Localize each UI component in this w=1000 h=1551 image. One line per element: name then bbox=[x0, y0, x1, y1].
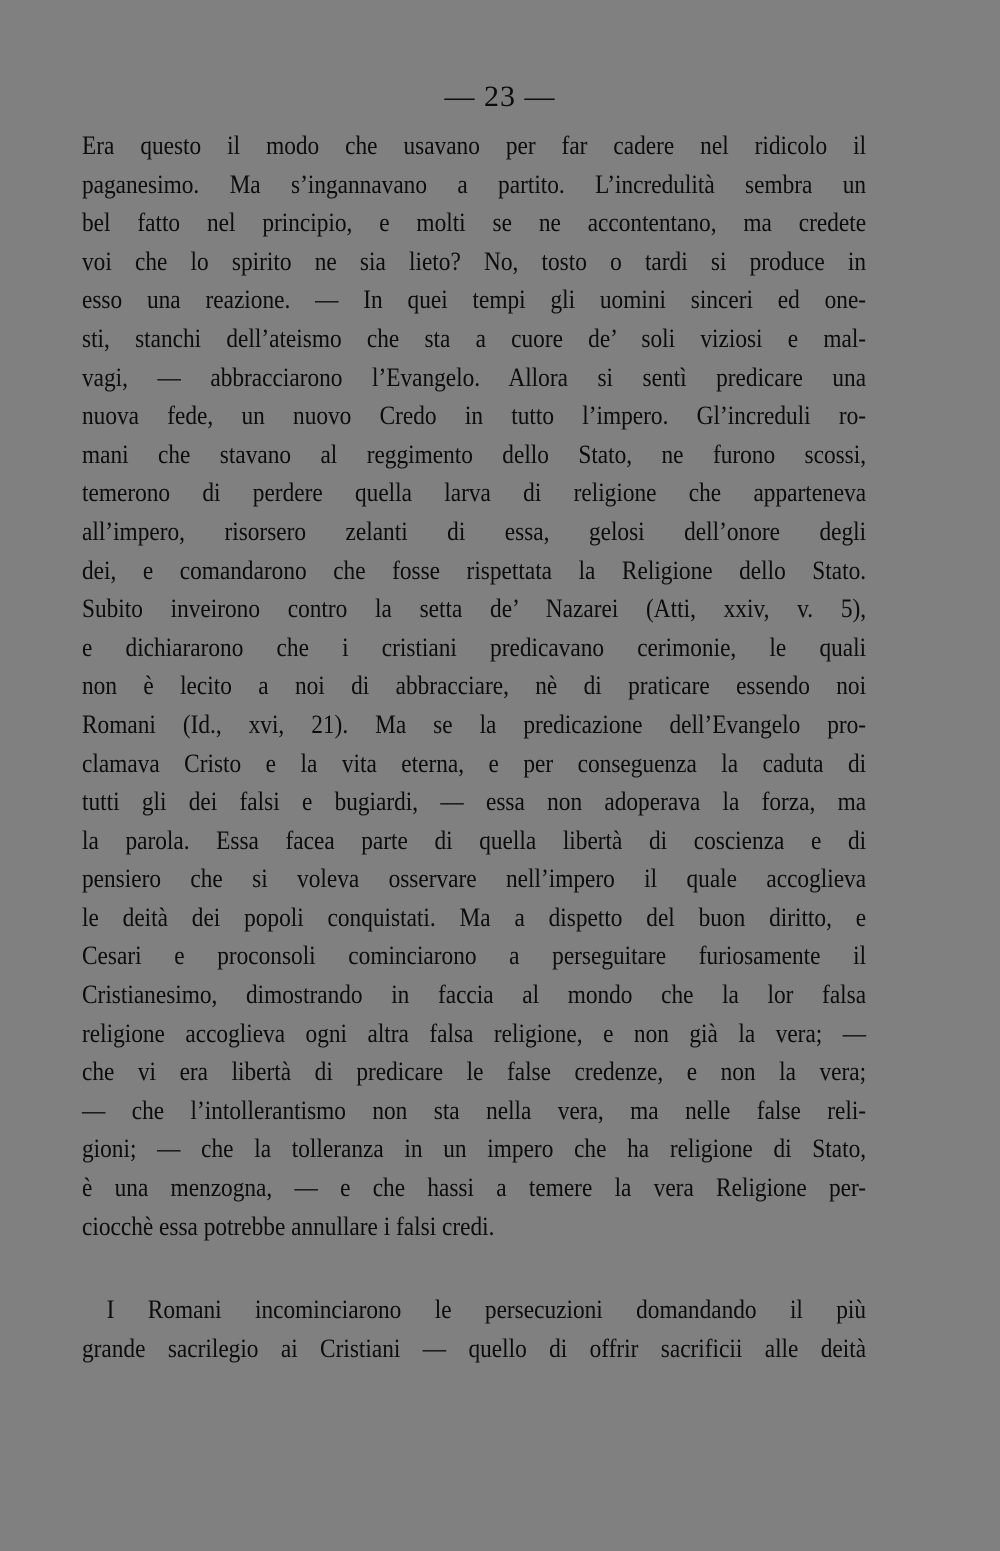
text-line: ciocchè essa potrebbe annullare i falsi credi. bbox=[82, 1210, 495, 1241]
text-line: clamava Cristo e la vita eterna, e per conseguenza la caduta di bbox=[82, 747, 867, 778]
text-line: voi che lo spirito ne sia lieto? No, tosto o tardi si produce in bbox=[82, 245, 867, 276]
text-line: non è lecito a noi di abbracciare, nè di praticare essendo noi bbox=[82, 670, 867, 701]
page-number: — 23 — bbox=[444, 80, 556, 113]
text-line: I Romani incominciarono le persecuzioni domandando il più bbox=[106, 1294, 867, 1324]
text-line: temerono di perdere quella larva di religione che apparteneva bbox=[82, 477, 867, 508]
text-line: vagi, — abbracciarono l’Evangelo. Allora si sentì predicare una bbox=[82, 361, 867, 392]
paragraph-1 bbox=[82, 126, 866, 1245]
text-line: bel fatto nel principio, e molti se ne accontentano, ma credete bbox=[82, 207, 867, 238]
text-line: tutti gli dei falsi e bugiardi, — essa non adoperava la forza, ma bbox=[82, 786, 867, 817]
text-line: pensiero che si voleva osservare nell’impero il quale accoglieva bbox=[82, 863, 867, 894]
text-line: Subito inveirono contro la setta de’ Nazarei (Atti, xxiv, v. 5), bbox=[82, 593, 867, 624]
text-line: Cesari e proconsoli cominciarono a perseguitare furiosamente il bbox=[82, 940, 867, 971]
text-line: dei, e comandarono che fosse rispettata la Religione dello Stato. bbox=[82, 554, 867, 585]
paragraph-2 bbox=[82, 1290, 866, 1367]
text-line: paganesimo. Ma s’ingannavano a partito. L’incredulità sembra un bbox=[82, 168, 867, 199]
text-line: nuova fede, un nuovo Credo in tutto l’impero. Gl’increduli ro- bbox=[82, 400, 867, 431]
text-line: Romani (Id., xvi, 21). Ma se la predicazione dell’Evangelo pro- bbox=[82, 708, 867, 739]
text-line: è una menzogna, — e che hassi a temere la vera Religione per- bbox=[82, 1172, 867, 1203]
text-line: Era questo il modo che usavano per far cadere nel ridicolo il bbox=[82, 130, 867, 160]
text-line: che vi era libertà di predicare le false credenze, e non la vera; bbox=[82, 1056, 867, 1087]
text-line: grande sacrilegio ai Cristiani — quello di offrir sacrificii alle deità bbox=[82, 1332, 867, 1363]
text-line: e dichiararono che i cristiani predicavano cerimonie, le quali bbox=[82, 631, 867, 662]
text-line: esso una reazione. — In quei tempi gli uomini sinceri ed one- bbox=[82, 284, 867, 315]
text-line: gioni; — che la tolleranza in un impero che ha religione di Stato, bbox=[82, 1133, 867, 1164]
text-line: all’impero, risorsero zelanti di essa, gelosi dell’onore degli bbox=[82, 515, 867, 546]
text-line: sti, stanchi dell’ateismo che sta a cuore de’ soli viziosi e mal- bbox=[82, 322, 867, 353]
text-line: religione accoglieva ogni altra falsa religione, e non già la vera; — bbox=[82, 1017, 867, 1048]
text-line: la parola. Essa facea parte di quella libertà di coscienza e di bbox=[82, 824, 867, 855]
text-line: — che l’intollerantismo non sta nella vera, ma nelle false reli- bbox=[82, 1094, 867, 1125]
text-line: Cristianesimo, dimostrando in faccia al mondo che la lor falsa bbox=[82, 979, 867, 1010]
text-line: le deità dei popoli conquistati. Ma a dispetto del buon diritto, e bbox=[82, 901, 867, 932]
text-line: mani che stavano al reggimento dello Stato, ne furono scossi, bbox=[82, 438, 867, 469]
